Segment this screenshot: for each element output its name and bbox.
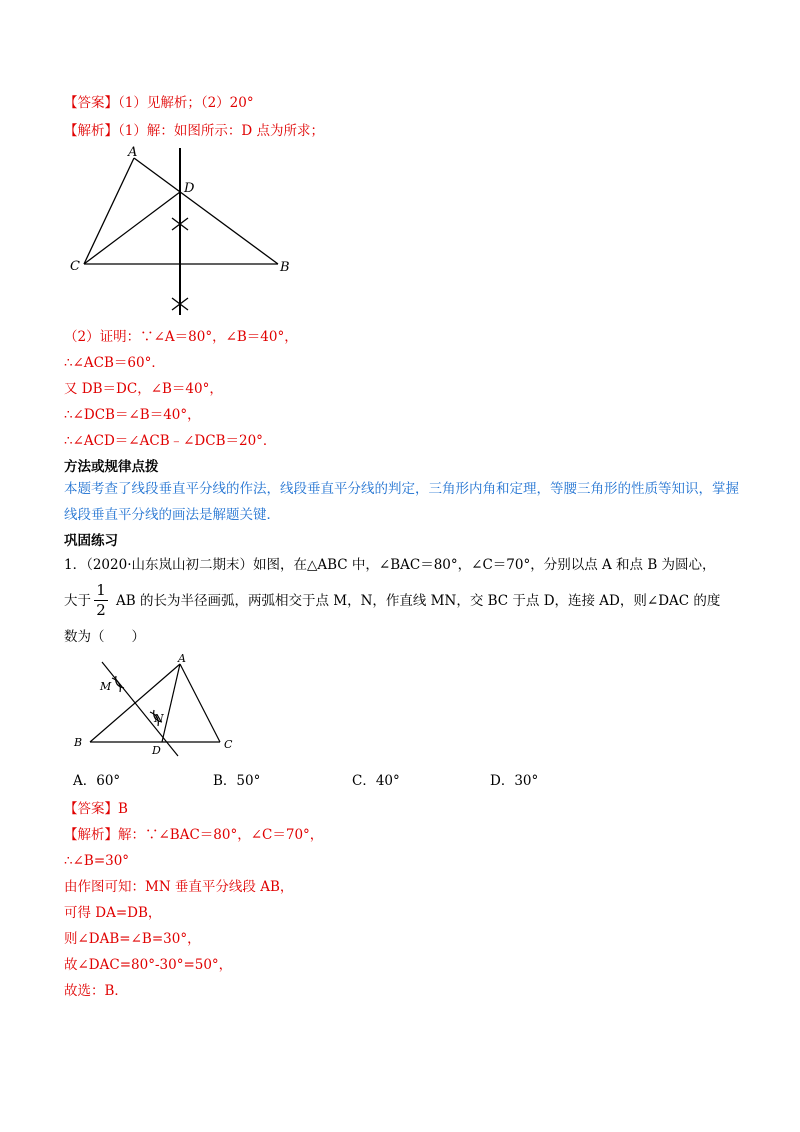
proof-line-5: ∴∠ACD＝∠ACB﹣∠DCB＝20°． bbox=[64, 433, 277, 449]
answer-line-2 bbox=[64, 800, 128, 818]
fraction-denominator: 2 bbox=[96, 601, 106, 619]
analysis2-tag: 【解析】 bbox=[64, 827, 118, 843]
answer2-text: B bbox=[118, 801, 128, 817]
analysis-text: （1）解：如图所示：D 点为所求； bbox=[118, 123, 324, 139]
label-d: D bbox=[184, 181, 195, 196]
answer-tag: 【答案】 bbox=[64, 95, 118, 111]
label-c: C bbox=[70, 259, 80, 274]
segment-ad bbox=[162, 664, 180, 742]
segment-ac bbox=[180, 664, 220, 742]
question-line-3: 数为（ ） bbox=[64, 629, 145, 645]
option-a: A．60° bbox=[73, 773, 121, 789]
question-line-2-prefix: 大于 bbox=[64, 593, 91, 609]
figure-1-diagram bbox=[64, 140, 314, 320]
label-m: M bbox=[100, 680, 112, 693]
method-title: 方法或规律点拨 bbox=[64, 459, 159, 475]
answer2-tag: 【答案】 bbox=[64, 801, 118, 817]
option-d: D．30° bbox=[490, 773, 539, 789]
analysis2-line-2: ∴∠B=30° bbox=[64, 853, 130, 869]
proof-line-3: 又 DB＝DC，∠B＝40°， bbox=[64, 381, 223, 397]
option-b: B．50° bbox=[213, 773, 261, 789]
analysis2-line-6: 故∠DAC=80°-30°=50°， bbox=[64, 957, 233, 973]
analysis2-line-3: 由作图可知：MN 垂直平分线段 AB， bbox=[64, 879, 294, 895]
method-text: 本题考查了线段垂直平分线的作法，线段垂直平分线的判定，三角形内角和定理，等腰三角形的性质等知识，掌握线段垂直平分线的画法是解题关键． bbox=[64, 481, 739, 523]
analysis-line-2 bbox=[64, 826, 323, 844]
label-a2: A bbox=[178, 652, 186, 665]
analysis-line-1 bbox=[64, 122, 324, 140]
segment-cd bbox=[84, 192, 180, 264]
analysis2-line-4: 可得 DA=DB， bbox=[64, 905, 162, 921]
label-d2: D bbox=[152, 744, 161, 757]
fraction-numerator: 1 bbox=[96, 581, 106, 599]
option-c: C．40° bbox=[352, 773, 400, 789]
question-line-2: AB 的长为半径画弧，两弧相交于点 M，N，作直线 MN，交 BC 于点 D，连接 AD，则∠DAC 的度 bbox=[116, 593, 721, 609]
answer-text: （1）见解析；（2）20° bbox=[118, 95, 254, 111]
figure-2-diagram bbox=[64, 648, 254, 758]
proof-line-1: （2）证明：∵∠A＝80°，∠B＝40°， bbox=[64, 329, 298, 345]
label-c2: C bbox=[224, 738, 233, 751]
question-line-1: 1．（2020·山东岚山初二期末）如图，在△ABC 中，∠BAC＝80°，∠C＝70°，分别以点 A 和点 B 为圆心， bbox=[64, 557, 716, 573]
practice-title: 巩固练习 bbox=[64, 533, 118, 549]
label-b2: B bbox=[74, 736, 83, 749]
fraction-half bbox=[93, 582, 109, 619]
label-a: A bbox=[128, 145, 138, 160]
arc-m-2 bbox=[116, 676, 124, 688]
label-b: B bbox=[280, 260, 290, 275]
segment-ac bbox=[84, 158, 134, 264]
answer-line-1 bbox=[64, 94, 254, 112]
proof-line-2: ∴∠ACB＝60°． bbox=[64, 355, 165, 371]
label-n: N bbox=[154, 712, 164, 725]
analysis2-line-7: 故选：B． bbox=[64, 983, 128, 999]
analysis2-line-5: 则∠DAB=∠B=30°， bbox=[64, 931, 201, 947]
analysis2-line-1: 解：∵∠BAC＝80°，∠C＝70°， bbox=[118, 827, 324, 843]
proof-line-4: ∴∠DCB＝∠B＝40°， bbox=[64, 407, 201, 423]
analysis-tag: 【解析】 bbox=[64, 123, 118, 139]
